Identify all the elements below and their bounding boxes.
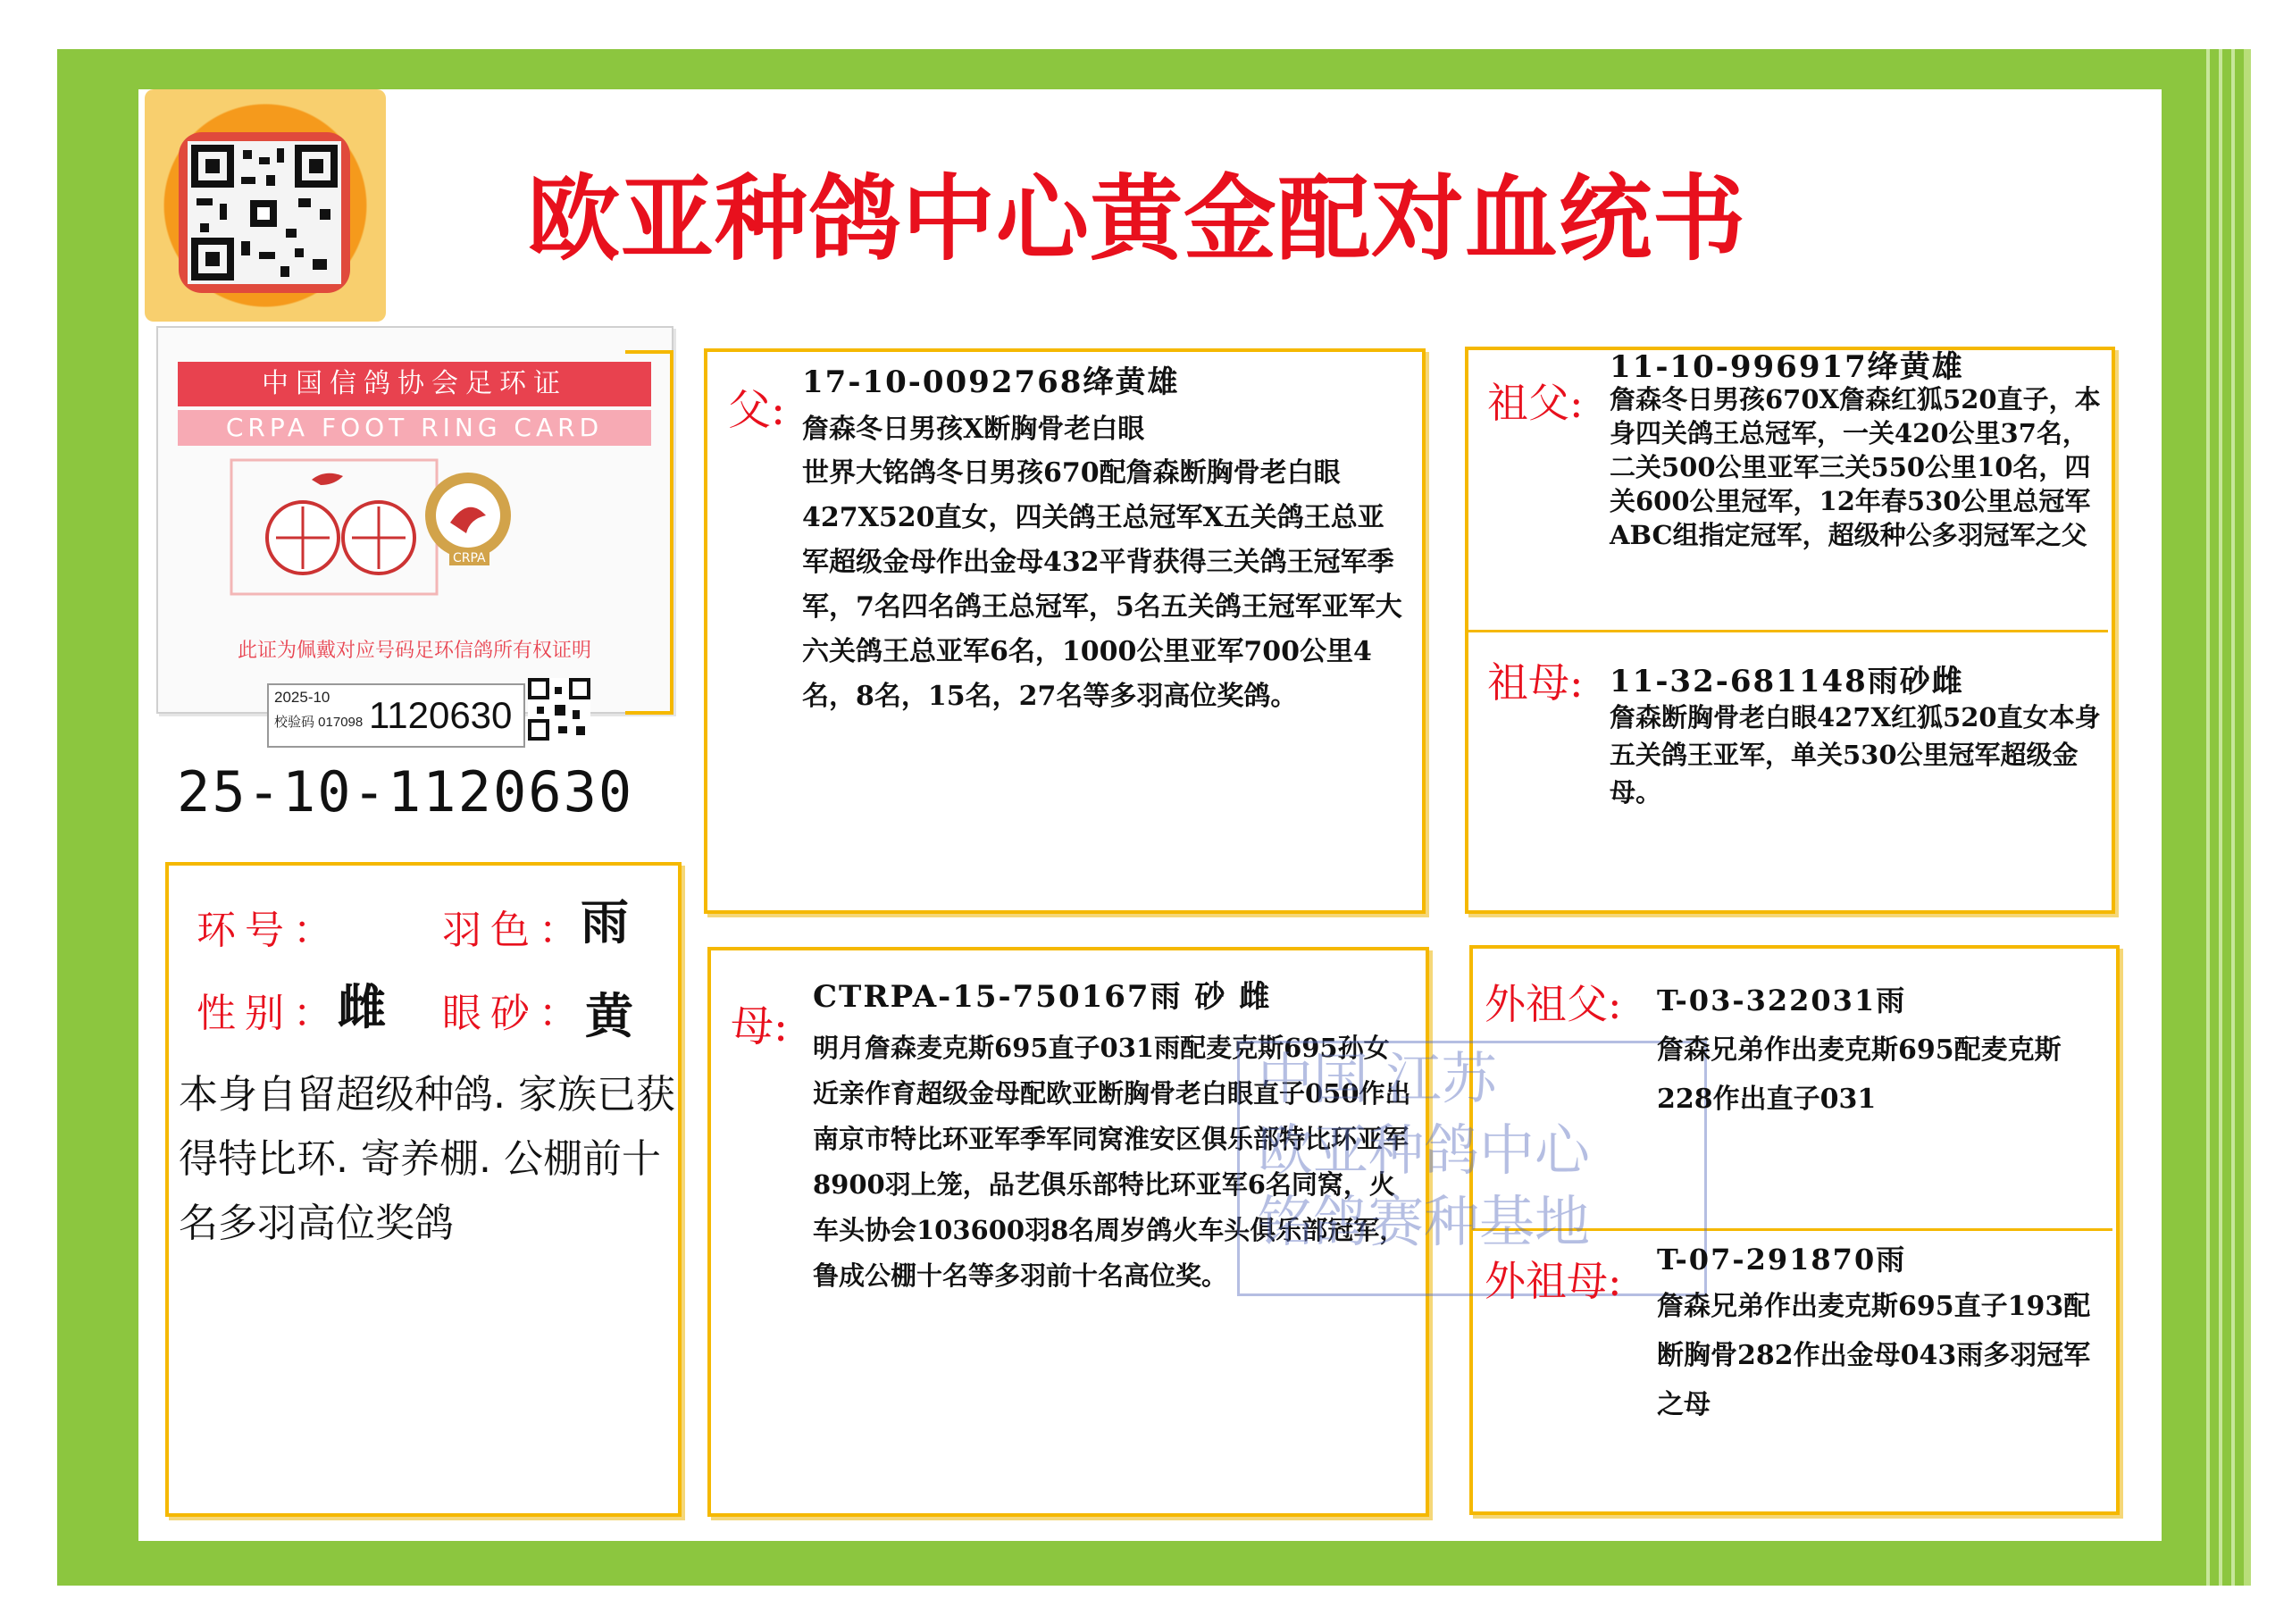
- ring-id: 25-10-1120630: [177, 759, 634, 825]
- father-id: 17-10-0092768绛黄雄: [802, 364, 1180, 400]
- mat-grandmother-label: 外祖母:: [1485, 1257, 1622, 1305]
- color-value: 雨: [581, 893, 629, 950]
- father-label: 父:: [728, 385, 786, 435]
- stamp-line-1: 中国 江苏: [1258, 1046, 1497, 1111]
- card-bracket: [625, 350, 673, 715]
- ring-qr-icon: [528, 678, 590, 741]
- mat-grandmother-id: T-07-291870雨: [1657, 1243, 1907, 1277]
- foot-ring-card: [156, 326, 673, 736]
- mat-grandmother-text: 詹森兄弟作出麦克斯695直子193配断胸骨282作出金母043雨多羽冠军之母: [1657, 1291, 2091, 1420]
- mat-grandfather-id: T-03-322031雨: [1657, 984, 1907, 1017]
- mat-grandfather-label: 外祖父:: [1485, 980, 1622, 1028]
- ring-label: 环号：: [197, 908, 341, 953]
- ring-serial-box: [267, 683, 525, 748]
- ring-year: 2025-10: [274, 689, 330, 706]
- eye-value: 黄: [585, 987, 633, 1044]
- sex-value: 雌: [338, 978, 386, 1035]
- qr-code-icon: [188, 141, 341, 284]
- frame-stripes: [2197, 49, 2244, 1586]
- crpa-logo-text: CRPA: [449, 551, 489, 565]
- ring-card-title: 中国信鸽协会足环证: [178, 362, 651, 406]
- ring-check-code: 校验码 017098: [274, 715, 364, 730]
- grandmother-label: 祖母:: [1487, 658, 1584, 707]
- mat-grandfather-text: 詹森兄弟作出麦克斯695配麦克斯228作出直子031: [1657, 1034, 2062, 1115]
- sunflower-qr-badge: [145, 89, 386, 322]
- mother-id: CTRPA-15-750167雨 砂 雌: [813, 979, 1272, 1015]
- stamp-line-2: 欧亚种鸽中心: [1258, 1118, 1591, 1183]
- ring-card-note: 此证为佩戴对应号码足环信鸽所有权证明: [237, 640, 591, 662]
- ring-number: 1120630: [369, 694, 513, 736]
- grandmother-id: 11-32-681148雨砂雌: [1610, 664, 1964, 699]
- grandfather-text: 詹森冬日男孩670X詹森红狐520直子，本身四关鸽王总冠军，一关420公里37名，二关500公里亚军三关550公里10名，四关600公里冠军，12年春530公里总冠军ABC组指定冠军，超级种公多羽冠军之父: [1610, 384, 2101, 550]
- ring-card-title-en: CRPA FOOT RING CARD: [178, 410, 651, 446]
- mother-text: 明月詹森麦克斯695直子031雨配麦克斯695孙女近亲作育超级金母配欧亚断胸骨老白眼直子050作出南京市特比环亚军季军同窝淮安区俱乐部特比环亚军8900羽上笼，品艺俱乐部特比环亚军6名同窝，火车头协会103600羽8名周岁鸽火车头俱乐部冠军，鲁成公棚十名等多羽前十名高位奖。: [813, 1033, 1411, 1291]
- organization-stamp: [1237, 1041, 1707, 1296]
- color-label: 羽色：: [442, 908, 587, 953]
- eye-label: 眼砂：: [442, 991, 587, 1036]
- page-title: 欧亚种鸽中心黄金配对血统书: [527, 164, 1747, 273]
- mother-label: 母:: [731, 1001, 789, 1051]
- crpa-emblem-icon: [178, 453, 651, 632]
- grandfather-id: 11-10-996917绛黄雄: [1610, 349, 1964, 385]
- father-subtitle: 詹森冬日男孩X断胸骨老白眼: [802, 414, 1145, 445]
- stamp-line-3: 铭鸽赛种基地: [1258, 1189, 1591, 1254]
- grandfather-label: 祖父:: [1487, 379, 1584, 427]
- grandmother-text: 詹森断胸骨老白眼427X红狐520直女本身五关鸽王亚军，单关530公里冠军超级金母。: [1610, 702, 2101, 808]
- paternal-divider: [1468, 630, 2108, 632]
- sex-label: 性别：: [197, 991, 341, 1036]
- father-text: 世界大铭鸽冬日男孩670配詹森断胸骨老白眼427X520直女，四关鸽王总冠军X五关鸽王总亚军超级金母作出金母432平背获得三关鸽王冠军季军，7名四名鸽王总冠军，5名五关鸽王冠军亚军大六关鸽王总亚军6名，1000公里亚军700公里4名，8名，15名，27名等多羽高位奖鸽。: [802, 457, 1402, 712]
- details-description: 本身自留超级种鸽. 家族已获得特比环. 寄养棚. 公棚前十名多羽高位奖鸽: [179, 1072, 675, 1246]
